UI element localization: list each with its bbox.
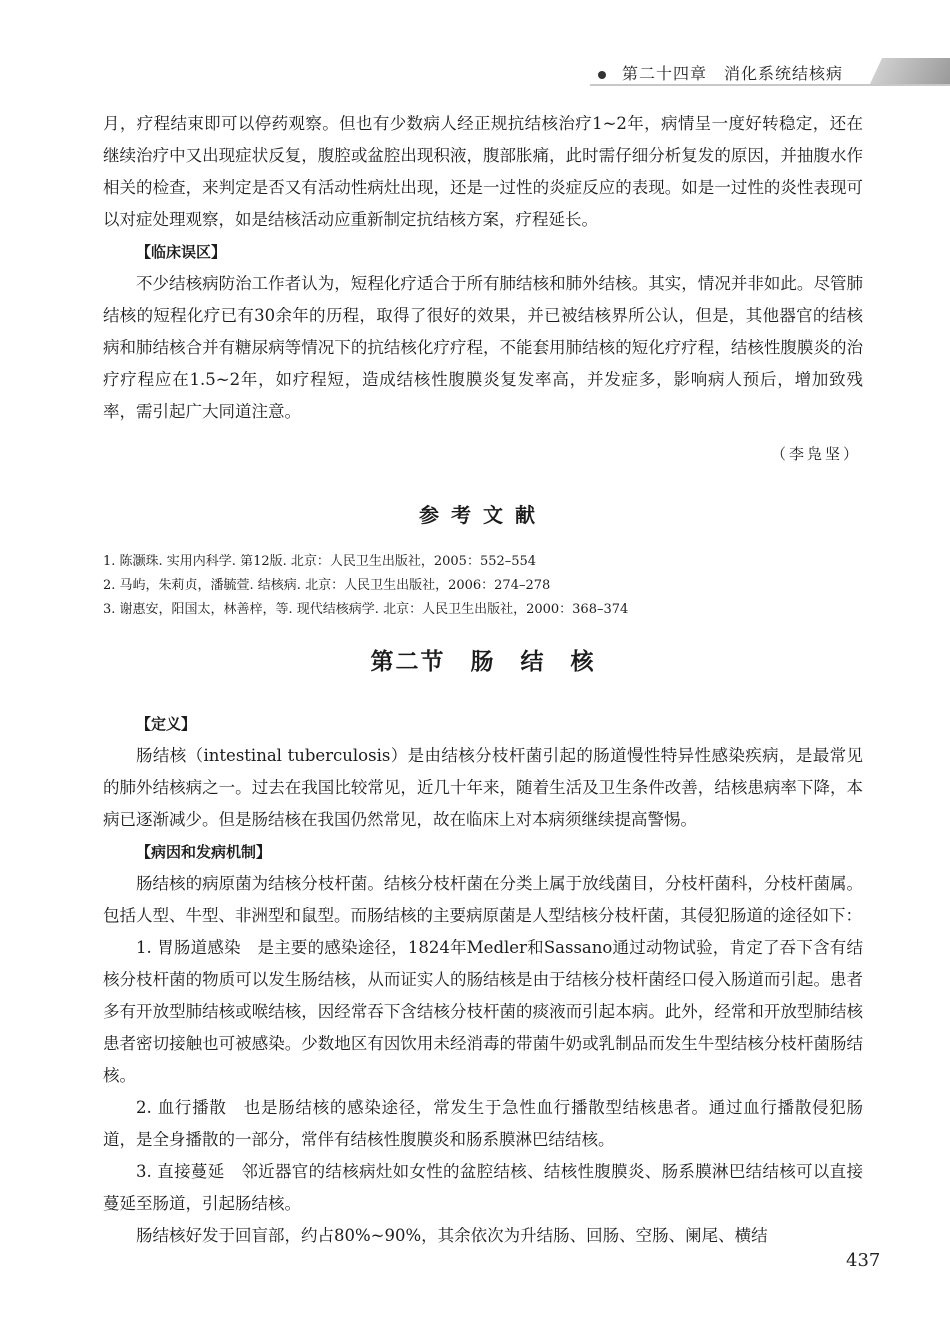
reference-item: 1. 陈灏珠. 实用内科学. 第12版. 北京：人民卫生出版社，2005：552–554	[103, 554, 537, 569]
section-title: 第二节 肠 结 核	[370, 649, 596, 675]
etiology-paragraph: 1. 胃肠道感染 是主要的感染途径，1824年Medler和Sassano通过动物试验，肯定了吞下含有结核分枝杆菌的物质可以发生肠结核，从而证实人的肠结核是由于结核分枝杆菌经口侵入肠道而引起。患者多有开放型肺结核或喉结核，因经常吞下含结核分枝杆菌的痰液而引起本病。此外，经常和开放型肺结核患者密切接触也可被感染。少数地区有因饮用未经消毒的带菌牛奶或乳制品而发生牛型结核分枝杆菌肠结核。	[103, 938, 863, 1085]
etiology-paragraph: 2. 血行播散 也是肠结核的感染途径，常发生于急性血行播散型结核患者。通过血行播散侵犯肠道，是全身播散的一部分，常伴有结核性腹膜炎和肠系膜淋巴结结核。	[103, 1098, 863, 1149]
etiology-paragraph: 3. 直接蔓延 邻近器官的结核病灶如女性的盆腔结核、结核性腹膜炎、肠系膜淋巴结结核可以直接蔓延至肠道，引起肠结核。	[103, 1162, 863, 1213]
header-rule	[590, 84, 950, 86]
clinical-pitfall-heading: 【临床误区】	[136, 243, 227, 261]
chapter-title: 第二十四章 消化系统结核病	[622, 64, 844, 83]
etiology-paragraph: 肠结核好发于回盲部，约占80%~90%，其余依次为升结肠、回肠、空肠、阑尾、横结	[136, 1226, 768, 1245]
header-decoration-bar	[870, 58, 950, 84]
reference-item: 3. 谢惠安，阳国太，林善梓，等. 现代结核病学. 北京：人民卫生出版社，2000：368–374	[103, 602, 629, 617]
references-title: 参考文献	[419, 503, 547, 527]
reference-item: 2. 马屿，朱莉贞，潘毓萱. 结核病. 北京：人民卫生出版社，2006：274–278	[103, 578, 551, 593]
author-credit: （李凫坚）	[770, 445, 861, 463]
page-number: 437	[846, 1250, 881, 1271]
bullet-icon	[598, 71, 606, 79]
definition-heading: 【定义】	[136, 715, 197, 733]
etiology-paragraph: 肠结核的病原菌为结核分枝杆菌。结核分枝杆菌在分类上属于放线菌目，分枝杆菌科，分枝杆菌属。包括人型、牛型、非洲型和鼠型。而肠结核的主要病原菌是人型结核分枝杆菌，其侵犯肠道的途径如下：	[103, 874, 863, 925]
running-header	[560, 58, 950, 90]
etiology-heading: 【病因和发病机制】	[136, 843, 272, 861]
definition-text: 肠结核（intestinal tuberculosis）是由结核分枝杆菌引起的肠道慢性特异性感染疾病，是最常见的肺外结核病之一。过去在我国比较常见，近几十年来，随着生活及卫生条件改善，结核患病率下降，本病已逐渐减少。但是肠结核在我国仍然常见，故在临床上对本病须继续提高警惕。	[103, 746, 863, 829]
paragraph-continuation: 月，疗程结束即可以停药观察。但也有少数病人经正规抗结核治疗1~2年，病情呈一度好转稳定，还在继续治疗中又出现症状反复，腹腔或盆腔出现积液，腹部胀痛，此时需仔细分析复发的原因，并抽腹水作相关的检查，来判定是否又有活动性病灶出现，还是一过性的炎症反应的表现。如是一过性的炎性表现可以对症处理观察，如是结核活动应重新制定抗结核方案，疗程延长。	[103, 114, 863, 229]
clinical-pitfall-text: 不少结核病防治工作者认为，短程化疗适合于所有肺结核和肺外结核。其实，情况并非如此。尽管肺结核的短程化疗已有30余年的历程，取得了很好的效果，并已被结核界所公认，但是，其他器官的结核病和肺结核合并有糖尿病等情况下的抗结核化疗疗程，不能套用肺结核的短化疗疗程，结核性腹膜炎的治疗疗程应在1.5~2年，如疗程短，造成结核性腹膜炎复发率高，并发症多，影响病人预后，增加致残率，需引起广大同道注意。	[103, 274, 863, 421]
page-content	[103, 108, 863, 1252]
